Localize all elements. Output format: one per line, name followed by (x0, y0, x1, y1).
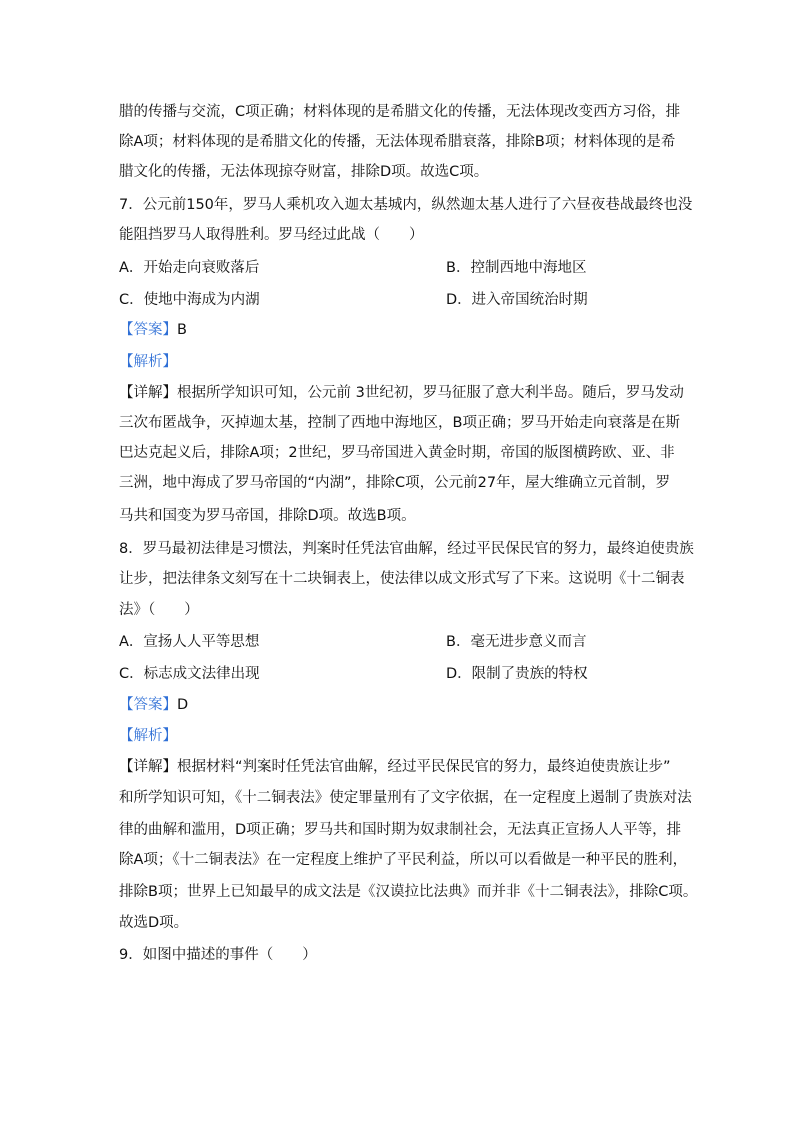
q8-detail-line: 除A项；《十二铜表法》在一定程度上维护了平民利益，所以可以看做是一种平民的胜利， (119, 852, 688, 868)
q7-detail-line: 巴达克起义后，排除A项；2世纪，罗马帝国进入黄金时期，帝国的版图横跨欧、亚、非 (119, 445, 675, 461)
q7-detail-line: 三洲，地中海成了罗马帝国的“内湖”，排除C项，公元前27年，屋大维确立元首制，罗 (119, 475, 671, 491)
q7-option-c: C．使地中海成为内湖 (119, 292, 260, 308)
q8-answer (119, 695, 188, 715)
question-8-stem: 让步，把法律条文刻写在十二块铜表上，使法律以成文形式写了下来。这说明《十二铜表 (119, 571, 685, 587)
q7-option-d: D．进入帝国统治时期 (446, 292, 588, 308)
q8-detail-line: 故选D项。 (119, 915, 189, 931)
q8-option-a: A．宣扬人人平等思想 (119, 634, 260, 650)
detail-tag: 【详解】 (119, 385, 177, 401)
answer-value: B (177, 322, 187, 338)
q8-analysis-tag (119, 726, 177, 746)
q8-option-b: B．毫无进步意义而言 (446, 634, 587, 650)
question-8-stem: 8．罗马最初法律是习惯法，判案时任凭法官曲解，经过平民保民官的努力，最终迫使贵族 (119, 541, 694, 557)
question-9-stem: 9．如图中描述的事件（ ） (119, 947, 317, 963)
question-7-stem: 能阻挡罗马人取得胜利。罗马经过此战（ ） (119, 227, 424, 243)
question-7-stem: 7．公元前150年，罗马人乘机攻入迦太基城内，纵然迦太基人进行了六昼夜巷战最终也没 (119, 197, 693, 213)
q7-detail-line: 马共和国变为罗马帝国，排除D项。故选B项。 (119, 508, 416, 524)
q8-detail-line: 排除B项；世界上已知最早的成文法是《汉谟拉比法典》而并非《十二铜表法》，排除C项。 (119, 884, 698, 900)
paragraph-line: 除A项；材料体现的是希腊文化的传播，无法体现希腊衰落，排除B项；材料体现的是希 (119, 134, 676, 150)
q8-option-d: D．限制了贵族的特权 (446, 666, 588, 682)
analysis-tag: 【解析】 (119, 728, 177, 744)
q8-detail (119, 757, 671, 777)
detail-tag: 【详解】 (119, 759, 177, 775)
paragraph-line: 腊文化的传播，无法体现掠夺财富，排除D项。故选C项。 (119, 164, 489, 180)
q7-analysis-tag (119, 352, 177, 372)
q7-detail (119, 383, 684, 403)
answer-tag: 【答案】 (119, 322, 177, 338)
answer-value: D (177, 697, 189, 713)
q7-option-b: B．控制西地中海地区 (446, 260, 587, 276)
q8-detail-line: 律的曲解和滥用，D项正确；罗马共和国时期为奴隶制社会，无法真正宣扬人人平等，排 (119, 822, 682, 838)
analysis-tag: 【解析】 (119, 354, 177, 370)
q7-detail-line: 三次布匿战争，灭掉迦太基，控制了西地中海地区，B项正确；罗马开始走向衰落是在斯 (119, 415, 680, 431)
q7-answer (119, 320, 187, 340)
detail-text: 根据材料“判案时任凭法官曲解，经过平民保民官的努力，最终迫使贵族让步” (177, 759, 671, 775)
answer-tag: 【答案】 (119, 697, 177, 713)
q8-option-c: C．标志成文法律出现 (119, 666, 260, 682)
question-8-stem: 法》（ ） (119, 602, 199, 618)
paragraph-line: 腊的传播与交流，C项正确；材料体现的是希腊文化的传播，无法体现改变西方习俗，排 (119, 104, 681, 120)
q8-detail-line: 和所学知识可知，《十二铜表法》使定罪量刑有了文字依据，在一定程度上遏制了贵族对法 (119, 790, 692, 806)
detail-text: 根据所学知识可知，公元前 3世纪初，罗马征服了意大利半岛。随后，罗马发动 (177, 385, 684, 401)
q7-option-a: A．开始走向衰败落后 (119, 260, 260, 276)
